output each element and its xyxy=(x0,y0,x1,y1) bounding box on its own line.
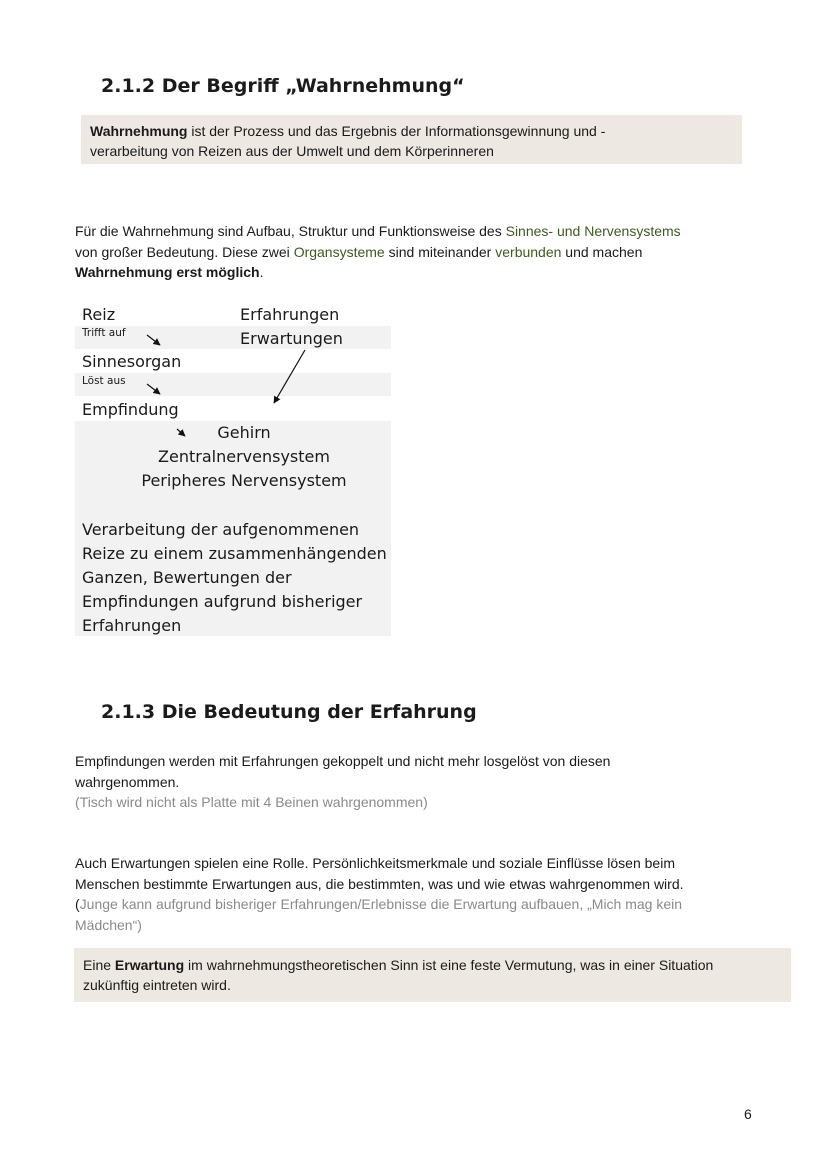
text-span: im wahrnehmungstheoretischen Sinn ist eine feste Vermutung, was in einer Situation xyxy=(184,957,714,973)
page-number: 6 xyxy=(744,1106,752,1122)
paren: ( xyxy=(75,896,80,912)
intro-paragraph xyxy=(75,221,775,283)
erwartung-example: Junge kann aufgrund bisheriger Erfahrungen/Erlebnisse die Erwartung aufbauen, „Mich mag kein xyxy=(79,896,683,912)
definition-term: Wahrnehmung xyxy=(90,123,188,139)
processing-line: Reize zu einem zusammenhängenden xyxy=(82,544,387,563)
intro-line-3 xyxy=(75,262,775,283)
arrow-reiz-sinnesorgan-icon xyxy=(147,335,160,345)
definition-box-erwartung xyxy=(74,948,791,1002)
processing-line: Erfahrungen xyxy=(82,616,182,635)
label-gehirn: Gehirn xyxy=(217,423,271,442)
intro-line-1 xyxy=(75,221,775,242)
label-erwartungen: Erwartungen xyxy=(240,329,343,348)
highlight-organsysteme: Organsysteme xyxy=(293,243,385,260)
definition-text: ist der Prozess und das Ergebnis der Informationsgewinnung und - xyxy=(187,123,606,139)
label-reiz: Reiz xyxy=(82,305,116,324)
erwartung-paragraph xyxy=(75,853,785,935)
definition-line-1 xyxy=(83,955,713,976)
text-span: . xyxy=(259,264,264,280)
label-erfahrungen: Erfahrungen xyxy=(240,305,340,324)
arrow-empfindung-gehirn-icon xyxy=(177,429,185,436)
text-span: Für die Wahrnehmung sind Aufbau, Struktur und Funktionsweise des xyxy=(75,223,506,239)
label-peripheres-nervensystem: Peripheres Nervensystem xyxy=(141,471,347,490)
erfahrung-line-1: Empfindungen werden mit Erfahrungen gekoppelt und nicht mehr losgelöst von diesen xyxy=(75,753,611,769)
highlight-verbunden: verbunden xyxy=(495,243,562,260)
diagram-arrows xyxy=(75,303,391,636)
label-empfindung: Empfindung xyxy=(82,400,179,419)
text-span: von großer Bedeutung. Diese zwei xyxy=(75,243,294,260)
definition-line-2: verarbeitung von Reizen aus der Umwelt und dem Körperinneren xyxy=(90,143,494,159)
perception-diagram xyxy=(75,303,391,636)
erwartung-example-line-1 xyxy=(75,894,785,915)
text-span: Eine xyxy=(83,957,115,973)
erfahrung-paragraph xyxy=(75,751,775,813)
erwartung-example-line-2: Mädchen“) xyxy=(75,916,142,933)
arrow-erwartungen-gehirn-icon xyxy=(274,350,305,403)
erwartung-line-1: Auch Erwartungen spielen eine Rolle. Persönlichkeitsmerkmale und soziale Einflüsse lösen beim xyxy=(75,855,675,871)
processing-line: Verarbeitung der aufgenommenen xyxy=(82,520,360,539)
definition-term: Erwartung xyxy=(114,957,185,973)
text-span: und machen xyxy=(561,243,643,260)
label-zentralnervensystem: Zentralnervensystem xyxy=(158,447,330,466)
arrow-sinnesorgan-empfindung-icon xyxy=(147,384,160,394)
bold-wahrnehmung-moeglich: Wahrnehmung erst möglich xyxy=(75,264,260,280)
processing-line: Empfindungen aufgrund bisheriger xyxy=(82,592,363,611)
erfahrung-example: (Tisch wird nicht als Platte mit 4 Beinen wahrgenommen) xyxy=(75,794,428,810)
erfahrung-line-2: wahrgenommen. xyxy=(75,773,180,790)
label-sinnesorgan: Sinnesorgan xyxy=(82,352,182,371)
erwartung-line-2: Menschen bestimmte Erwartungen aus, die bestimmten, was und wie etwas wahrgenommen wird. xyxy=(75,875,684,892)
label-loest-aus: Löst aus xyxy=(82,375,126,387)
definition-box-wahrnehmung xyxy=(81,115,742,164)
intro-line-2 xyxy=(75,242,775,263)
definition-line-2: zukünftig eintreten wird. xyxy=(83,977,231,993)
text-span: sind miteinander xyxy=(384,243,496,260)
highlight-sinnes-nervensystem: Sinnes- und Nervensystems xyxy=(505,223,681,239)
definition-line-1 xyxy=(90,121,605,142)
label-trifft-auf: Trifft auf xyxy=(82,327,126,339)
section-heading-erfahrung: 2.1.3 Die Bedeutung der Erfahrung xyxy=(101,701,477,723)
section-heading-wahrnehmung: 2.1.2 Der Begriff „Wahrnehmung“ xyxy=(101,75,465,97)
processing-line: Ganzen, Bewertungen der xyxy=(82,568,292,587)
